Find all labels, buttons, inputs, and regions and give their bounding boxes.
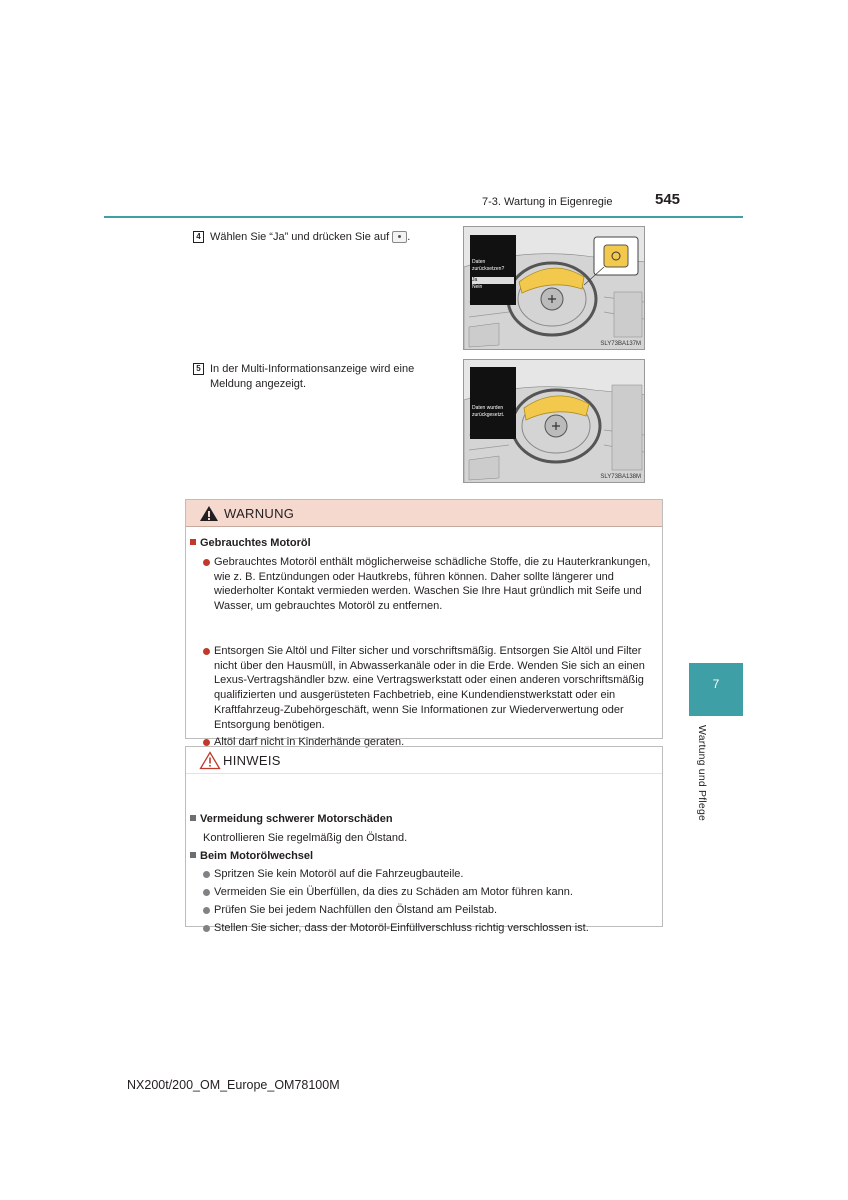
square-bullet-icon xyxy=(190,539,196,545)
bullet-text: Prüfen Sie bei jedem Nachfüllen den Ölstand am Peilstab. xyxy=(214,904,498,916)
step-5 xyxy=(193,362,455,394)
note-text: Kontrollieren Sie regelmäßig den Ölstand. xyxy=(203,832,408,844)
heading-text: Beim Motorölwechsel xyxy=(200,850,314,862)
note-bullet xyxy=(203,903,660,918)
illustration-code: SLY73BA138M xyxy=(600,474,641,480)
step-number: 4 xyxy=(193,231,204,243)
bullet-text: Gebrauchtes Motoröl enthält möglicherweise schädliche Stoffe, die zu Hauterkrankungen, wie z. B. Entzündungen oder Hautkrebs, führen können. Daher sollte längerer und wiederholter Kontakt vermieden werden. Waschen Sie Ihre Haut gründlich mit Seife und Wasser, um gebrauchtes Motoröl zu entfernen. xyxy=(214,556,651,613)
step-text-before: Wählen Sie “Ja” und drücken Sie auf xyxy=(210,231,390,243)
step-number: 5 xyxy=(193,363,204,375)
display-title: Daten zurücksetzen? xyxy=(472,259,505,272)
note-title: HINWEIS xyxy=(223,753,281,768)
warning-bullet xyxy=(203,644,660,732)
ok-button-icon xyxy=(392,231,407,243)
multi-information-display xyxy=(470,235,516,305)
step-text-after: . xyxy=(407,231,411,243)
bullet-text: Vermeiden Sie ein Überfüllen, da dies zu Schäden am Motor führen kann. xyxy=(214,886,573,898)
bullet-dot-icon xyxy=(203,739,210,746)
warning-section-heading xyxy=(190,536,311,551)
illustration-reset-done xyxy=(463,359,645,483)
note-bullet xyxy=(203,885,660,900)
chapter-tab[interactable] xyxy=(689,663,743,716)
warning-title: WARNUNG xyxy=(224,506,295,521)
display-option-yes: Ja xyxy=(472,277,514,284)
display-option-no: Nein xyxy=(472,284,483,290)
warning-box xyxy=(185,499,663,748)
caution-triangle-icon xyxy=(199,751,221,770)
bullet-dot-icon xyxy=(203,889,210,896)
note-box xyxy=(185,746,663,934)
note-section-heading xyxy=(190,812,393,827)
illustration-code: SLY73BA137M xyxy=(600,341,641,347)
note-section-heading xyxy=(190,849,313,864)
warning-triangle-icon xyxy=(199,505,219,522)
step-4 xyxy=(193,230,455,248)
page-number: 545 xyxy=(655,191,681,208)
step-text xyxy=(210,230,455,245)
square-bullet-icon xyxy=(190,815,196,821)
note-bullet xyxy=(203,867,660,882)
bullet-text: Altöl darf nicht in Kinderhände geraten. xyxy=(214,736,405,748)
illustration-reset-prompt xyxy=(463,226,645,350)
heading-text: Vermeidung schwerer Motorschäden xyxy=(200,813,393,825)
display-message: Daten wurden zurückgesetzt. xyxy=(472,405,505,418)
step-text: In der Multi-Informationsanzeige wird eine Meldung angezeigt. xyxy=(210,363,415,390)
header-divider xyxy=(104,216,743,218)
note-bullet xyxy=(203,921,660,936)
section-title: 7-3. Wartung in Eigenregie xyxy=(482,196,613,208)
bullet-dot-icon xyxy=(203,648,210,655)
multi-information-display xyxy=(470,367,516,439)
heading-text: Gebrauchtes Motoröl xyxy=(200,537,311,549)
bullet-text: Stellen Sie sicher, dass der Motoröl-Einfüllverschluss richtig verschlossen ist. xyxy=(214,922,589,934)
warning-bullet xyxy=(203,555,660,614)
bullet-dot-icon xyxy=(203,559,210,566)
square-bullet-icon xyxy=(190,852,196,858)
chapter-label: Wartung und Pflege xyxy=(696,725,708,822)
chapter-number: 7 xyxy=(712,677,720,691)
warning-header xyxy=(186,500,662,527)
bullet-text: Spritzen Sie kein Motoröl auf die Fahrzeugbauteile. xyxy=(214,868,464,880)
note-header xyxy=(186,747,662,774)
bullet-dot-icon xyxy=(203,871,210,878)
footer-document-code: NX200t/200_OM_Europe_OM78100M xyxy=(127,1078,340,1092)
bullet-text: Entsorgen Sie Altöl und Filter sicher und vorschriftsmäßig. Entsorgen Sie Altöl und Filter nicht über den Hausmüll, in Abwasserkanäle oder in die Erde. Wenden Sie sich an einen Lexus-Vertragshändler bzw. eine Vertragswerkstatt oder einen anderen vorschriftsmäßig qualifizierten und ausgerüsteten Fachbetrieb, eine Kundendienstwerkstatt oder ein Kraftfahrzeug-Zubehörgeschäft, wenn Sie Informationen zur Wiederverwertung oder Entsorgung benötigen. xyxy=(214,645,645,731)
bullet-dot-icon xyxy=(203,925,210,932)
bullet-dot-icon xyxy=(203,907,210,914)
